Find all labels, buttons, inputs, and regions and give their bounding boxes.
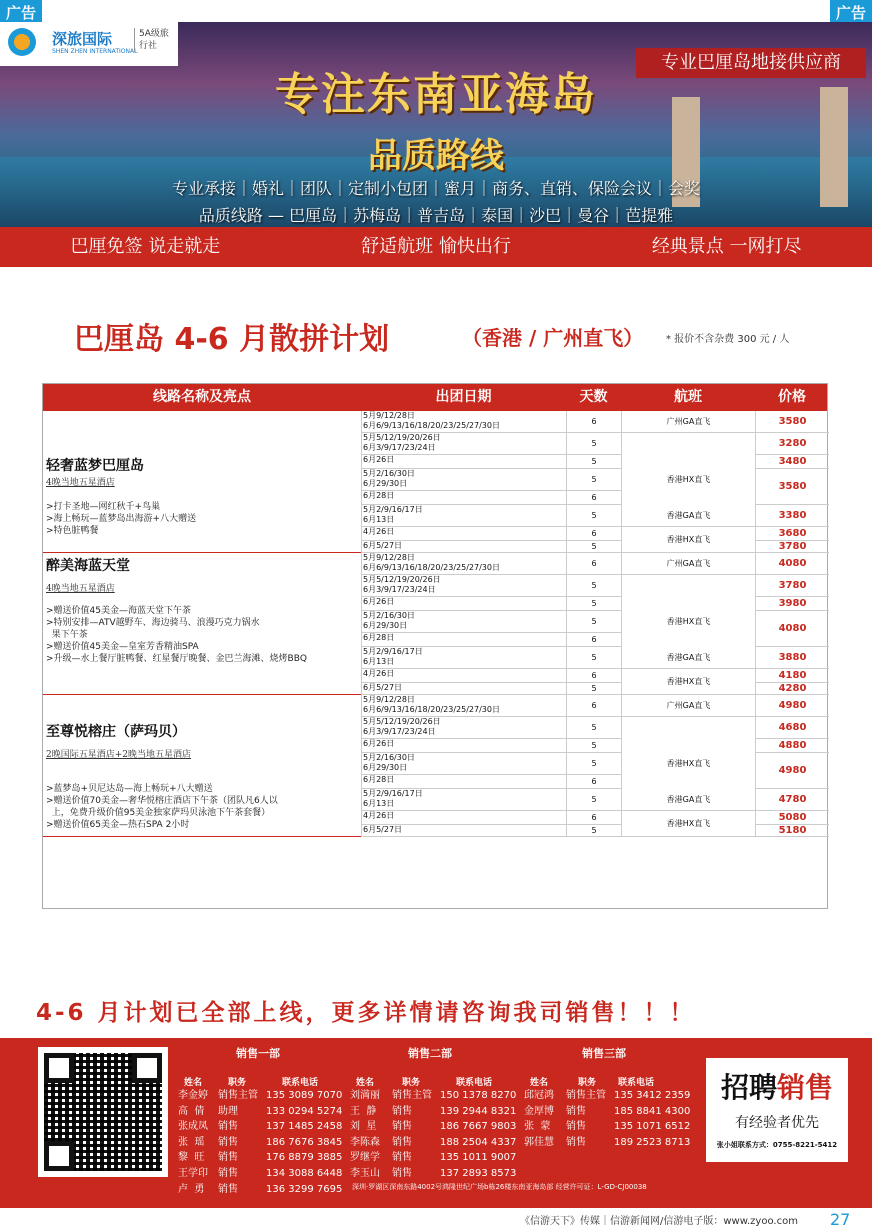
date-cell: 5月5/12/19/20/26日 6月3/9/17/23/24日 <box>361 575 566 597</box>
flight-cell: 香港GA直飞 <box>621 789 755 811</box>
days-cell: 5 <box>566 505 621 527</box>
date-cell: 6月5/27日 <box>361 683 566 695</box>
date-cell: 5月9/12/28日 6月6/9/13/16/18/20/23/25/27/30日 <box>361 553 566 575</box>
price-cell: 4680 <box>755 717 829 739</box>
page-number: 27 <box>830 1210 851 1229</box>
dept-title: 销售二部 <box>408 1047 452 1060</box>
price-cell: 4980 <box>755 695 829 717</box>
price-cell: 3780 <box>755 541 829 553</box>
price-cell: 3580 <box>755 469 829 505</box>
flight-cell: 香港GA直飞 <box>621 647 755 669</box>
routes-line: 品质线路 — 巴厘岛｜苏梅岛｜普吉岛｜泰国｜沙巴｜曼谷｜芭提雅 <box>198 206 674 225</box>
table-header <box>43 384 827 411</box>
days-cell: 6 <box>566 695 621 717</box>
date-cell: 5月2/16/30日 6月29/30日 <box>361 611 566 633</box>
days-cell: 6 <box>566 411 621 433</box>
days-cell: 6 <box>566 527 621 541</box>
price-cell: 4280 <box>755 683 829 695</box>
dept-title: 销售三部 <box>582 1047 626 1060</box>
flight-cell: 香港HX直飞 <box>621 527 755 553</box>
date-cell: 6月26日 <box>361 739 566 753</box>
flight-cell: 香港HX直飞 <box>621 717 755 811</box>
recruit-contact: 张小姐联系方式：0755-8221-5412 <box>716 1141 838 1149</box>
date-cell: 5月9/12/28日 6月6/9/13/16/18/20/23/25/27/30日 <box>361 411 566 433</box>
date-cell: 6月28日 <box>361 491 566 505</box>
date-cell: 6月26日 <box>361 597 566 611</box>
company-address: 深圳·罗湖区深南东路4002号鸿隆世纪广场b栋26楼东南亚海岛部 经营许可证：L-GD-CJ00038 <box>352 1183 647 1191</box>
date-cell: 6月5/27日 <box>361 541 566 553</box>
price-cell: 5080 <box>755 811 829 825</box>
days-cell: 6 <box>566 553 621 575</box>
price-cell: 3680 <box>755 527 829 541</box>
plan-subtitle: （香港 / 广州直飞） <box>462 326 644 350</box>
col-title: 职务 <box>402 1078 421 1088</box>
route-highlights: >蓝梦岛+贝尼达岛—海上畅玩+八大赠送 >赠送价值70美金—奢华悦榕庄酒店下午茶（团队凡6人以 上，免费升级价值95美金独家萨玛贝泳池下午茶套餐） >赠送价值65美金—热石SPA 2小时 <box>46 784 278 830</box>
days-cell: 5 <box>566 717 621 739</box>
staff-titles: 销售主管 助理 销售 销售 销售 销售 销售 <box>218 1090 258 1195</box>
staff-titles: 销售主管 销售 销售 销售 <box>566 1090 606 1148</box>
date-cell: 4月26日 <box>361 527 566 541</box>
recruit-title-a: 招聘 <box>720 1071 777 1104</box>
date-cell: 5月2/16/30日 6月29/30日 <box>361 469 566 491</box>
services-line: 专业承接｜婚礼｜团队｜定制小包团｜蜜月｜商务、直销、保险会议｜会奖 <box>171 179 700 198</box>
ad-label-right: 广告 <box>830 0 872 25</box>
days-cell: 5 <box>566 455 621 469</box>
route-highlights: >打卡圣地—网红秋千+鸟巢 >海上畅玩—蓝梦岛出海游+八大赠送 >特色脏鸭餐 <box>46 502 197 536</box>
route-group <box>43 695 361 837</box>
staff-titles: 销售主管 销售 销售 销售 销售 销售 <box>392 1090 432 1179</box>
flight-cell: 香港HX直飞 <box>621 669 755 695</box>
staff-phones: 150 1378 8270 139 2944 8321 186 7667 9803 188 2504 4337 135 1011 9007 137 2893 8573 <box>440 1090 517 1179</box>
route-hotel: 4晚当地五星酒店 <box>46 584 115 594</box>
sun-logo-icon <box>8 28 36 56</box>
headline: 专注东南亚海岛 <box>275 69 597 120</box>
price-cell: 3980 <box>755 597 829 611</box>
col-title: 职务 <box>578 1078 597 1088</box>
price-cell: 4780 <box>755 789 829 811</box>
days-cell: 5 <box>566 575 621 597</box>
col-phone: 联系电话 <box>618 1078 655 1088</box>
flight-cell: 香港HX直飞 <box>621 433 755 527</box>
days-cell: 5 <box>566 433 621 455</box>
col-name: 姓名 <box>356 1078 375 1088</box>
price-cell: 5180 <box>755 825 829 837</box>
flight-cell: 香港HX直飞 <box>621 811 755 837</box>
recruit-requirement: 有经验者优先 <box>735 1115 819 1131</box>
price-cell: 4880 <box>755 739 829 753</box>
dept-title: 销售一部 <box>236 1047 280 1060</box>
logo-english: SHEN ZHEN INTERNATIONAL <box>52 48 138 55</box>
days-cell: 5 <box>566 541 621 553</box>
date-cell: 5月2/9/16/17日 6月13日 <box>361 505 566 527</box>
days-cell: 6 <box>566 811 621 825</box>
date-cell: 6月26日 <box>361 455 566 469</box>
slogan-item: 巴厘免签 说走就走 <box>70 236 221 257</box>
col-title: 职务 <box>228 1078 247 1088</box>
price-cell: 3280 <box>755 433 829 455</box>
col-phone: 联系电话 <box>282 1078 319 1088</box>
days-cell: 6 <box>566 633 621 647</box>
price-cell: 4080 <box>755 553 829 575</box>
route-group <box>43 553 361 695</box>
col-name: 姓名 <box>530 1078 549 1088</box>
slogan-item: 经典景点 一网打尽 <box>651 236 802 257</box>
price-cell: 3880 <box>755 647 829 669</box>
days-cell: 5 <box>566 753 621 775</box>
recruit-box <box>706 1058 848 1162</box>
price-cell: 3380 <box>755 505 829 527</box>
days-cell: 6 <box>566 775 621 789</box>
recruit-title-b: 销售 <box>777 1071 834 1104</box>
logo-text: 深旅国际 <box>52 30 113 48</box>
header-date: 出团日期 <box>435 389 492 405</box>
date-cell: 6月5/27日 <box>361 825 566 837</box>
route-hotel: 4晚当地五星酒店 <box>46 478 115 488</box>
date-cell: 6月28日 <box>361 633 566 647</box>
price-cell: 3580 <box>755 411 829 433</box>
qr-corner-icon <box>44 1141 74 1171</box>
days-cell: 6 <box>566 669 621 683</box>
plan-title: 巴厘岛 4-6 月散拼计划 <box>74 322 390 357</box>
days-cell: 5 <box>566 789 621 811</box>
slogan-bar <box>0 227 872 267</box>
days-cell: 5 <box>566 683 621 695</box>
days-cell: 6 <box>566 491 621 505</box>
route-highlights: >赠送价值45美金—海蓝天堂下午茶 >特别安排—ATV越野车、海边骑马、浪漫巧克力锅水 果下午茶 >赠送价值45美金—皇室芳香精油SPA >升级—水上餐厅脏鸭餐、红星餐厅晚餐、金巴兰海滩、烧烤BBQ <box>46 606 307 664</box>
flight-cell: 香港HX直飞 <box>621 575 755 669</box>
qr-code <box>38 1047 168 1177</box>
date-cell: 5月5/12/19/20/26日 6月3/9/17/23/24日 <box>361 433 566 455</box>
price-cell: 3780 <box>755 575 829 597</box>
staff-names: 刘満丽 王 静 刘 星 李陈森 罗继学 李玉山 <box>350 1090 380 1179</box>
route-name: 轻奢蓝梦巴厘岛 <box>46 458 144 474</box>
date-cell: 4月26日 <box>361 811 566 825</box>
days-cell: 5 <box>566 739 621 753</box>
footer-text: 《信游天下》传媒｜信游新闻网/信游电子版：www.zyoo.com <box>520 1216 798 1227</box>
col-phone: 联系电话 <box>456 1078 493 1088</box>
subheadline: 品质路线 <box>368 136 504 176</box>
header-price: 价格 <box>778 389 806 405</box>
recruit-title <box>706 1066 848 1106</box>
date-cell: 5月9/12/28日 6月6/9/13/16/18/20/23/25/27/30日 <box>361 695 566 717</box>
qr-corner-icon <box>132 1053 162 1083</box>
price-note: * 报价不含杂费 300 元 / 人 <box>666 334 790 345</box>
date-cell: 5月5/12/19/20/26日 6月3/9/17/23/24日 <box>361 717 566 739</box>
date-cell: 5月2/9/16/17日 6月13日 <box>361 789 566 811</box>
header-days: 天数 <box>579 389 608 405</box>
flight-cell: 广州GA直飞 <box>621 411 755 433</box>
staff-phones: 135 3089 7070 133 0294 5274 137 1485 2458 186 7676 3845 176 8879 3885 134 3088 6448 136 3299 7695 <box>266 1090 343 1195</box>
days-cell: 5 <box>566 597 621 611</box>
header-flight: 航班 <box>674 389 702 405</box>
qr-corner-icon <box>44 1053 74 1083</box>
route-name: 至尊悦榕庄（萨玛贝） <box>46 724 186 740</box>
staff-phones: 135 3412 2359 185 8841 4300 135 1071 6512 189 2523 8713 <box>614 1090 691 1148</box>
route-name: 醉美海蓝天堂 <box>46 558 130 574</box>
price-cell: 3480 <box>755 455 829 469</box>
ad-label-left: 广告 <box>0 0 42 25</box>
col-name: 姓名 <box>184 1078 203 1088</box>
logo-5a: 5A级旅行社 <box>134 28 174 52</box>
days-cell: 5 <box>566 611 621 633</box>
date-cell: 5月2/16/30日 6月29/30日 <box>361 753 566 775</box>
supplier-badge: 专业巴厘岛地接供应商 <box>636 48 866 78</box>
price-cell: 4180 <box>755 669 829 683</box>
date-cell: 5月2/9/16/17日 6月13日 <box>361 647 566 669</box>
staff-names: 李金婷 高 倩 张成凤 张 瑶 黎 旺 王学印 卢 勇 <box>178 1090 208 1195</box>
days-cell: 5 <box>566 647 621 669</box>
price-cell: 4980 <box>755 753 829 789</box>
date-cell: 4月26日 <box>361 669 566 683</box>
flight-cell: 广州GA直飞 <box>621 553 755 575</box>
cta-banner: 4-6 月计划已全部上线，更多详情请咨询我司销售！！！ <box>36 1000 696 1026</box>
slogan-item: 舒适航班 愉快出行 <box>361 236 511 257</box>
flight-cell: 香港GA直飞 <box>621 505 755 527</box>
route-group <box>43 411 361 553</box>
price-cell: 4080 <box>755 611 829 647</box>
price-table <box>42 383 828 909</box>
date-cell: 6月28日 <box>361 775 566 789</box>
days-cell: 5 <box>566 825 621 837</box>
flight-cell: 广州GA直飞 <box>621 695 755 717</box>
header-route: 线路名称及亮点 <box>153 389 251 405</box>
staff-names: 邱冠鸿 金厚博 张 蒙 郭佳慧 <box>524 1090 554 1148</box>
days-cell: 5 <box>566 469 621 491</box>
route-hotel: 2晚国际五星酒店+2晚当地五星酒店 <box>46 750 191 760</box>
